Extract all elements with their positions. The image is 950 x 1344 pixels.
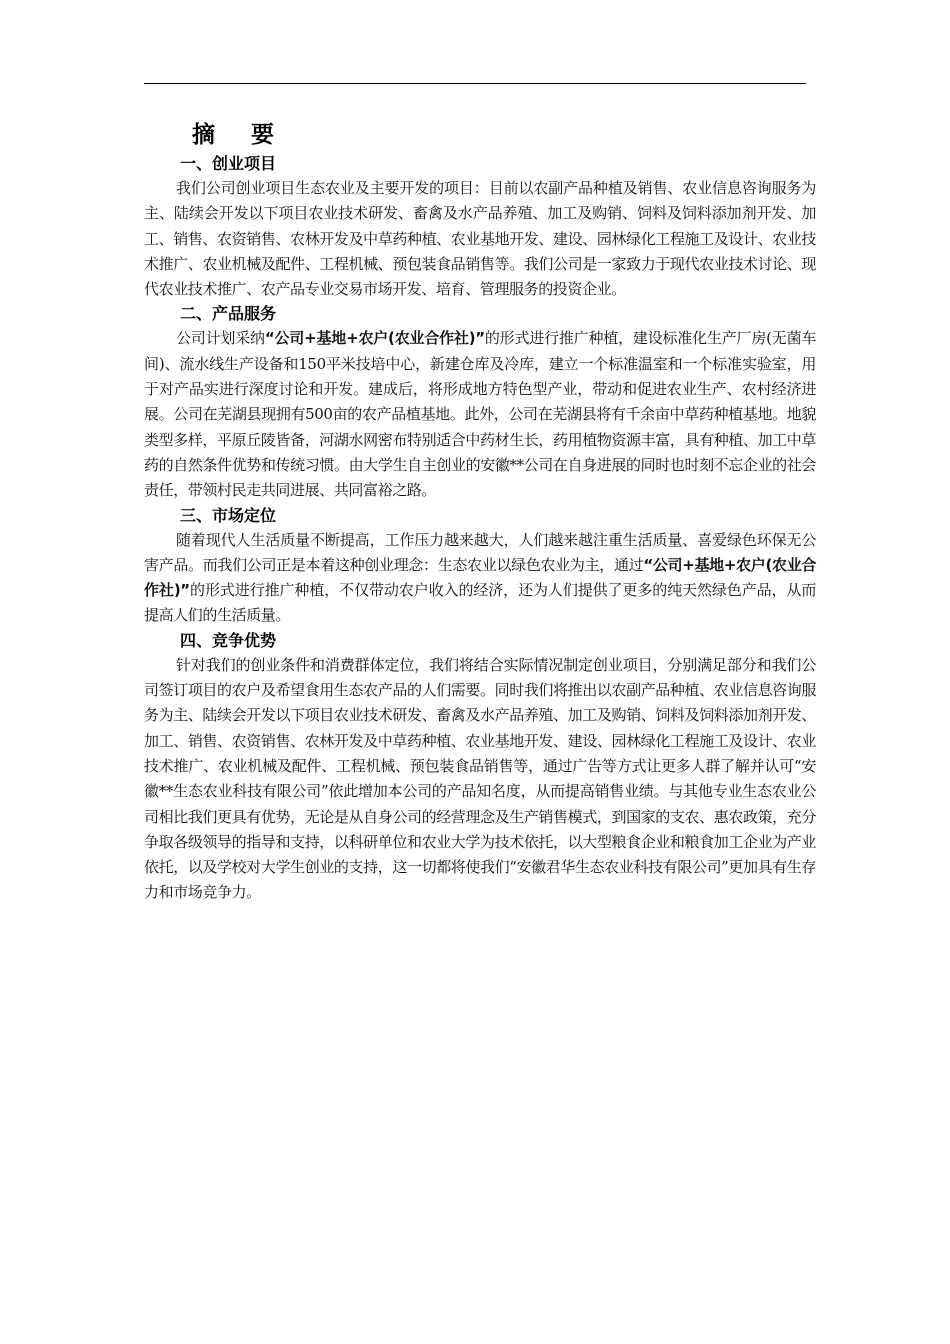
section-paragraph [144, 326, 816, 503]
header-rule [144, 83, 806, 84]
section-heading: 一、创业项目 [180, 154, 277, 173]
section-heading: 三、市场定位 [180, 505, 277, 525]
section-venture-project [144, 152, 816, 302]
section-competitive-advantage [144, 629, 816, 906]
paragraph-text: 随着现代人生活质量不断提高，工作压力越来越大，人们越来越注重生活质量、喜爱绿色环保无公害产品。而我们公司正是本着这种创业理念：生态农业以绿色农业为主，通过 [144, 530, 816, 574]
section-product-service [144, 302, 816, 503]
section-heading: 二、产品服务 [180, 304, 277, 324]
document-body [144, 118, 816, 906]
document-title: 摘 要 [192, 122, 289, 148]
paragraph-text: 的形式进行推广种植，不仅带动农户收入的经济，还为人们提供了更多的纯天然绿色产品，从而提高人们的生活质量。 [144, 581, 816, 625]
paragraph-text: 公司计划采纳 [176, 329, 265, 348]
bold-phrase: “公司+基地+农户(农业合作社)” [264, 329, 485, 348]
bold-phrase: “公司+基地+农户(农业合作社)” [144, 555, 817, 600]
section-market-positioning [144, 504, 816, 629]
section-heading: 四、竞争优势 [180, 630, 277, 650]
section-paragraph [144, 528, 816, 629]
section-paragraph: 针对我们的创业条件和消费群体定位，我们将结合实际情况制定创业项目，分别满足部分和我们公司签订项目的农户及希望食用生态农产品的人们需要。同时我们将推出以农副产品种植、农业信息咨询服务为主、陆续会开发以下项目农业技术研发、畜禽及水产品养殖、加工及购销、饲料及饲料添加剂开发、加工、销售、农资销售、农林开发及中草药种植、农业基地开发、建设、园林绿化工程施工及设计、农业技术推广、农业机械及配件、工程机械、预包装食品销售等，通过广告等方式让更多人群了解并认可“安徽**生态农业科技有限公司”依此增加本公司的产品知名度，从而提高销售业绩。与其他专业生态农业公司相比我们更具有优势，无论是从自身公司的经营理念及生产销售模式，到国家的支农、惠农政策，充分争取各级领导的指导和支持，以科研单位和农业大学为技术依托，以大型粮食企业和粮食加工企业为产业依托，以及学校对大学生创业的支持，这一切都将使我们“安徽君华生态农业科技有限公司”更加具有生存力和市场竞争力。 [144, 655, 816, 902]
paragraph-text: 的形式进行推广种植，建设标准化生产厂房(无菌车间)、流水线生产设备和150平米技培中心，新建仓库及冷库，建立一个标准温室和一个标准实验室，用于对产品实进行深度讨论和开发。建成后，将形成地方特色型产业，带动和促进农业生产、农村经济进展。公司在芜湖县现拥有500亩的农产品植基地。此外，公司在芜湖县将有千余亩中草药种植基地。地貌类型多样，平原丘陵皆备，河湖水网密布特别适合中药材生长，药用植物资源丰富，具有种植、加工中草药的自然条件优势和传统习惯。由大学生自主创业的安徽**公司在自身进展的同时也时刻不忘企业的社会责任，带领村民走共同进展、共同富裕之路。 [144, 329, 816, 500]
section-paragraph: 我们公司创业项目生态农业及主要开发的项目：目前以农副产品种植及销售、农业信息咨询服务为主、陆续会开发以下项目农业技术研发、畜禽及水产品养殖、加工及购销、饲料及饲料添加剂开发、加工、销售、农资销售、农林开发及中草药种植、农业基地开发、建设、园林绿化工程施工及设计、农业技术推广、农业机械及配件、工程机械、预包装食品销售等。我们公司是一家致力于现代农业技术讨论、现代农业技术推广、农产品专业交易市场开发、培育、管理服务的投资企业。 [144, 179, 816, 299]
